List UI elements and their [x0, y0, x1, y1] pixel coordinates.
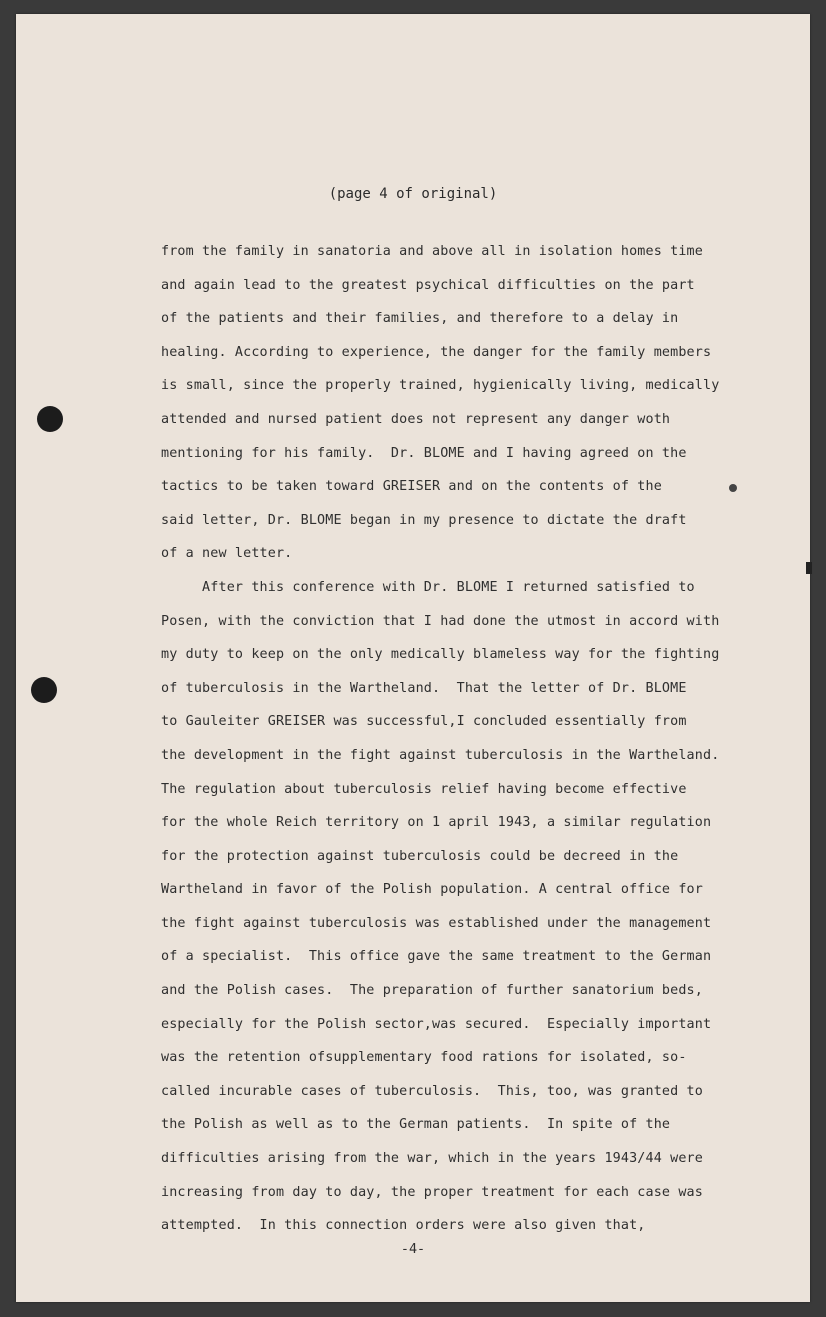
punch-hole-bottom [31, 677, 57, 703]
text-line: of the patients and their families, and therefore to a delay in [161, 311, 679, 327]
text-line: The regulation about tuberculosis relief having become effective [161, 781, 687, 797]
punch-hole-top [37, 406, 63, 432]
text-line: the Polish as well as to the German patients. In spite of the [161, 1117, 671, 1133]
text-line: tactics to be taken toward GREISER and on the contents of the [161, 479, 662, 495]
body-text [161, 235, 781, 1243]
text-line: from the family in sanatoria and above all in isolation homes time [161, 244, 703, 259]
page-number: -4- [400, 1242, 426, 1257]
text-line: Posen, with the conviction that I had done the utmost in accord with [161, 613, 720, 629]
text-line: called incurable cases of tuberculosis. This, too, was granted to [161, 1083, 703, 1099]
text-line: After this conference with Dr. BLOME I returned satisfied to [161, 579, 695, 595]
text-line: my duty to keep on the only medically blameless way for the fighting [161, 647, 720, 663]
text-line: said letter, Dr. BLOME began in my presence to dictate the draft [161, 512, 687, 528]
text-line: attempted. In this connection orders were also given that, [161, 1218, 646, 1234]
text-line: difficulties arising from the war, which in the years 1943/44 were [161, 1151, 703, 1167]
text-line: was the retention ofsupplementary food rations for isolated, so- [161, 1050, 687, 1066]
text-line: to Gauleiter GREISER was successful,I concluded essentially from [161, 714, 687, 730]
text-line: mentioning for his family. Dr. BLOME and I having agreed on the [161, 445, 687, 461]
text-line: especially for the Polish sector,was secured. Especially important [161, 1016, 712, 1032]
text-line: attended and nursed patient does not represent any danger woth [161, 411, 671, 427]
text-line: the fight against tuberculosis was established under the management [161, 915, 712, 931]
text-line: is small, since the properly trained, hygienically living, medically [161, 378, 720, 394]
text-line: Wartheland in favor of the Polish population. A central office for [161, 882, 703, 898]
text-line: of a specialist. This office gave the same treatment to the German [161, 949, 712, 965]
document-page [16, 14, 810, 1302]
text-line: the development in the fight against tuberculosis in the Wartheland. [161, 747, 720, 763]
text-line: and again lead to the greatest psychical difficulties on the part [161, 277, 695, 293]
text-line: increasing from day to day, the proper treatment for each case was [161, 1184, 703, 1200]
text-line: and the Polish cases. The preparation of further sanatorium beds, [161, 983, 703, 999]
text-line: for the whole Reich territory on 1 april 1943, a similar regulation [161, 815, 712, 831]
text-line: of a new letter. [161, 546, 293, 562]
page-header-note: (page 4 of original) [328, 186, 498, 202]
text-line: for the protection against tuberculosis could be decreed in the [161, 848, 679, 864]
text-line: of tuberculosis in the Wartheland. That the letter of Dr. BLOME [161, 680, 687, 696]
page-edge-mark [806, 562, 812, 574]
text-line: healing. According to experience, the danger for the family members [161, 344, 712, 360]
